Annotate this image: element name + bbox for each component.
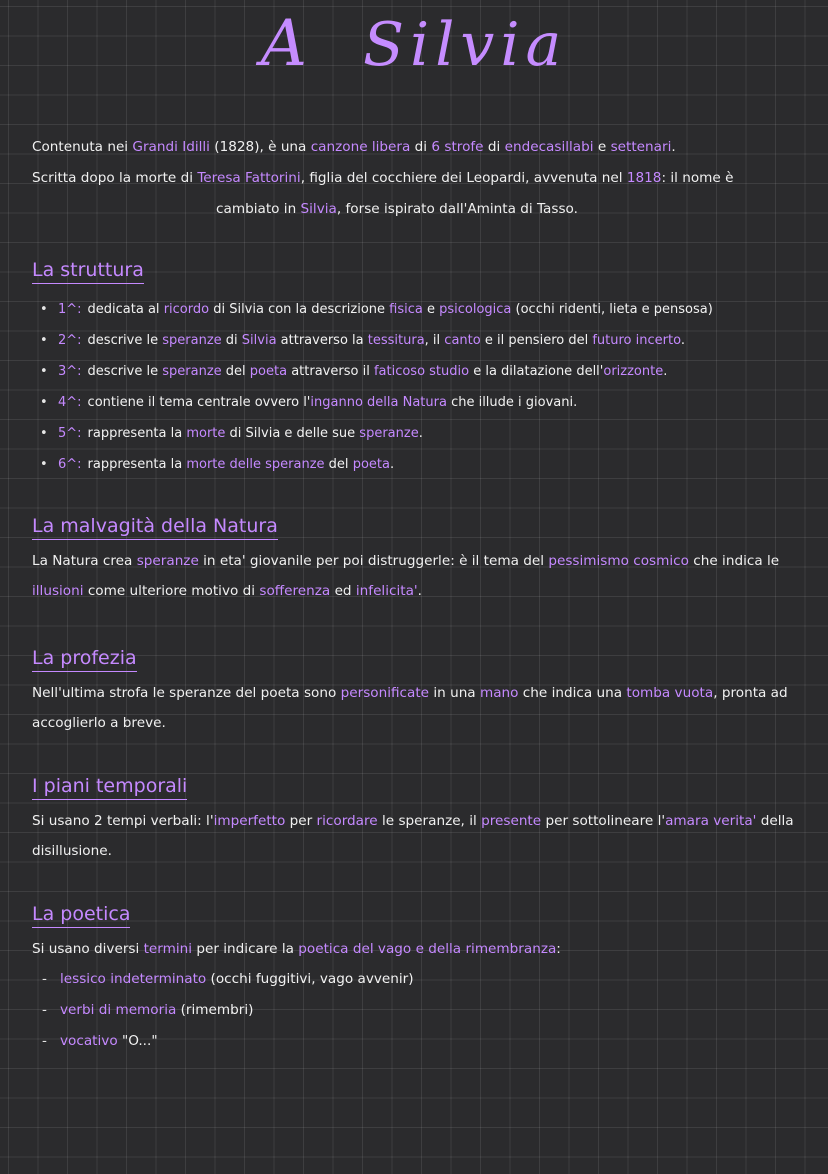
body-text: , pronta ad accoglierlo a breve. — [32, 685, 788, 731]
bullet-icon: • — [40, 426, 48, 441]
body-text: ed — [330, 583, 356, 599]
list-item — [40, 294, 822, 325]
item-text: attraverso la — [276, 333, 368, 348]
body-highlight: infelicita' — [355, 583, 418, 599]
body-highlight: amara verita' — [665, 813, 757, 829]
intro-text: di — [483, 139, 505, 155]
body-text: le speranze, il — [377, 813, 482, 829]
bullet-icon: • — [40, 302, 48, 317]
body-text: per sottolineare l' — [541, 813, 666, 829]
item-text: . — [418, 426, 423, 441]
body-highlight: mano — [479, 685, 519, 701]
section-poetica — [32, 902, 822, 1057]
item-highlight: morte delle speranze — [186, 457, 325, 472]
item-highlight: ricordo — [163, 302, 210, 317]
item-highlight: vocativo — [60, 1033, 118, 1049]
body-highlight: poetica del vago e della rimembranza — [298, 941, 557, 957]
item-text: . — [663, 364, 668, 379]
list-item — [42, 1026, 822, 1057]
body-highlight: sofferenza — [259, 583, 331, 599]
strophe-number: 5^: — [58, 426, 82, 441]
intro-highlight: Silvia — [300, 201, 337, 217]
item-highlight: futuro incerto — [592, 333, 681, 348]
title-word-a: A — [260, 7, 325, 81]
intro-paragraph — [32, 132, 822, 225]
item-text: dedicata al — [87, 302, 164, 317]
item-text: . — [680, 333, 685, 348]
body-highlight: presente — [481, 813, 542, 829]
item-text: e il pensiero del — [480, 333, 593, 348]
intro-text: , forse ispirato dall'Aminta di Tasso. — [336, 201, 578, 217]
body-highlight: speranze — [136, 553, 199, 569]
item-highlight: poeta — [249, 364, 288, 379]
bullet-icon: • — [40, 364, 48, 379]
item-highlight: morte — [186, 426, 226, 441]
bullet-icon: • — [40, 457, 48, 472]
item-text: contiene il tema centrale ovvero l' — [87, 395, 311, 410]
intro-text: , figlia del cocchiere dei Leopardi, avvenuta nel — [300, 170, 627, 186]
strophe-number: 3^: — [58, 364, 82, 379]
section-struttura — [32, 258, 822, 480]
item-text: del — [221, 364, 250, 379]
section-piani-temporali — [32, 774, 822, 866]
dash-icon: - — [42, 971, 47, 987]
section-heading: I piani temporali — [32, 774, 187, 800]
intro-text: Contenuta nei — [32, 139, 133, 155]
intro-text: cambiato in — [216, 201, 301, 217]
dash-icon: - — [42, 1033, 47, 1049]
item-highlight: poeta — [352, 457, 390, 472]
page-title — [0, 0, 828, 81]
item-highlight: verbi di memoria — [60, 1002, 177, 1018]
section-body — [32, 806, 822, 866]
item-highlight: lessico indeterminato — [60, 971, 207, 987]
strophe-number: 2^: — [58, 333, 82, 348]
intro-highlight: Grandi Idilli — [132, 139, 210, 155]
intro-highlight: canzone libera — [310, 139, 411, 155]
item-highlight: canto — [444, 333, 481, 348]
body-text: in una — [429, 685, 480, 701]
body-highlight: personificate — [340, 685, 430, 701]
strophe-list — [32, 294, 822, 480]
body-text: Nell'ultima strofa le speranze del poeta sono — [32, 685, 341, 701]
section-heading: La profezia — [32, 646, 137, 672]
body-text: : — [556, 941, 561, 957]
section-body — [32, 546, 822, 606]
strophe-number: 6^: — [58, 457, 82, 472]
body-text: Si usano diversi — [32, 941, 144, 957]
dash-icon: - — [42, 1002, 47, 1018]
list-item — [40, 387, 822, 418]
body-highlight: tomba vuota — [626, 685, 714, 701]
item-highlight: speranze — [162, 364, 222, 379]
item-text: (rimembri) — [176, 1002, 254, 1018]
section-body — [32, 678, 822, 738]
body-text: che indica le — [688, 553, 780, 569]
item-text: . — [389, 457, 395, 472]
item-highlight: fisica — [389, 302, 423, 317]
body-text: . — [417, 583, 422, 599]
bullet-icon: • — [40, 333, 48, 348]
body-text: della disillusione. — [32, 813, 794, 859]
section-heading: La struttura — [32, 258, 144, 284]
item-text: e — [422, 302, 440, 317]
intro-text: Scritta dopo la morte di — [32, 170, 198, 186]
list-item — [40, 418, 822, 449]
item-highlight: inganno della Natura — [310, 395, 447, 410]
list-item — [40, 449, 822, 480]
body-highlight: illusioni — [32, 583, 84, 599]
body-text: per — [285, 813, 317, 829]
intro-text: di — [410, 139, 432, 155]
intro-line-3 — [32, 194, 822, 225]
body-text: per indicare la — [192, 941, 299, 957]
intro-highlight: Teresa Fattorini — [197, 170, 301, 186]
item-text: , il — [424, 333, 445, 348]
bullet-icon: • — [40, 395, 48, 410]
item-text: di Silvia e delle sue — [225, 426, 360, 441]
item-text: di — [221, 333, 242, 348]
strophe-number: 1^: — [58, 302, 82, 317]
item-text: e la dilatazione dell' — [469, 364, 604, 379]
intro-text: (1828), è una — [209, 139, 311, 155]
list-item — [42, 964, 822, 995]
body-text: in eta' giovanile per poi distruggerle: è il tema del — [198, 553, 549, 569]
item-text: "O..." — [117, 1033, 158, 1049]
body-text: come ulteriore motivo di — [83, 583, 260, 599]
body-text: La Natura crea — [32, 553, 137, 569]
item-text: di Silvia con la descrizione — [209, 302, 390, 317]
item-text: descrive le — [87, 333, 163, 348]
poetica-list — [32, 964, 822, 1057]
item-highlight: orizzonte — [603, 364, 664, 379]
item-text: (occhi ridenti, lieta e pensosa) — [511, 302, 713, 317]
item-text: del — [324, 457, 353, 472]
intro-text: e — [593, 139, 611, 155]
list-item — [40, 356, 822, 387]
list-item — [42, 995, 822, 1026]
item-highlight: tessitura — [367, 333, 425, 348]
item-text: rappresenta la — [87, 426, 187, 441]
item-text: rappresenta la — [87, 457, 187, 472]
item-text: (occhi fuggitivi, vago avvenir) — [206, 971, 414, 987]
item-highlight: speranze — [162, 333, 222, 348]
body-highlight: termini — [143, 941, 193, 957]
body-text: che indica una — [518, 685, 627, 701]
item-highlight: faticoso studio — [373, 364, 470, 379]
intro-highlight: endecasillabi — [504, 139, 594, 155]
intro-text: : il nome è — [661, 170, 734, 186]
body-highlight: ricordare — [316, 813, 378, 829]
section-profezia — [32, 646, 822, 738]
strophe-number: 4^: — [58, 395, 82, 410]
section-heading: La malvagità della Natura — [32, 514, 278, 540]
item-text: descrive le — [87, 364, 163, 379]
item-highlight: psicologica — [439, 302, 512, 317]
intro-highlight: settenari — [610, 139, 672, 155]
title-word-silvia: Silvia — [362, 10, 568, 80]
section-heading: La poetica — [32, 902, 130, 928]
body-highlight: pessimismo cosmico — [548, 553, 689, 569]
body-highlight: imperfetto — [213, 813, 286, 829]
item-highlight: speranze — [359, 426, 419, 441]
intro-highlight: 6 strofe — [431, 139, 484, 155]
intro-highlight: 1818 — [626, 170, 662, 186]
item-text: attraverso il — [287, 364, 374, 379]
intro-text: . — [671, 139, 676, 155]
item-text: che illude i giovani. — [446, 395, 578, 410]
section-body — [32, 934, 822, 964]
list-item — [40, 325, 822, 356]
section-malvagita — [32, 514, 822, 606]
item-highlight: Silvia — [241, 333, 277, 348]
body-text: Si usano 2 tempi verbali: l' — [32, 813, 214, 829]
